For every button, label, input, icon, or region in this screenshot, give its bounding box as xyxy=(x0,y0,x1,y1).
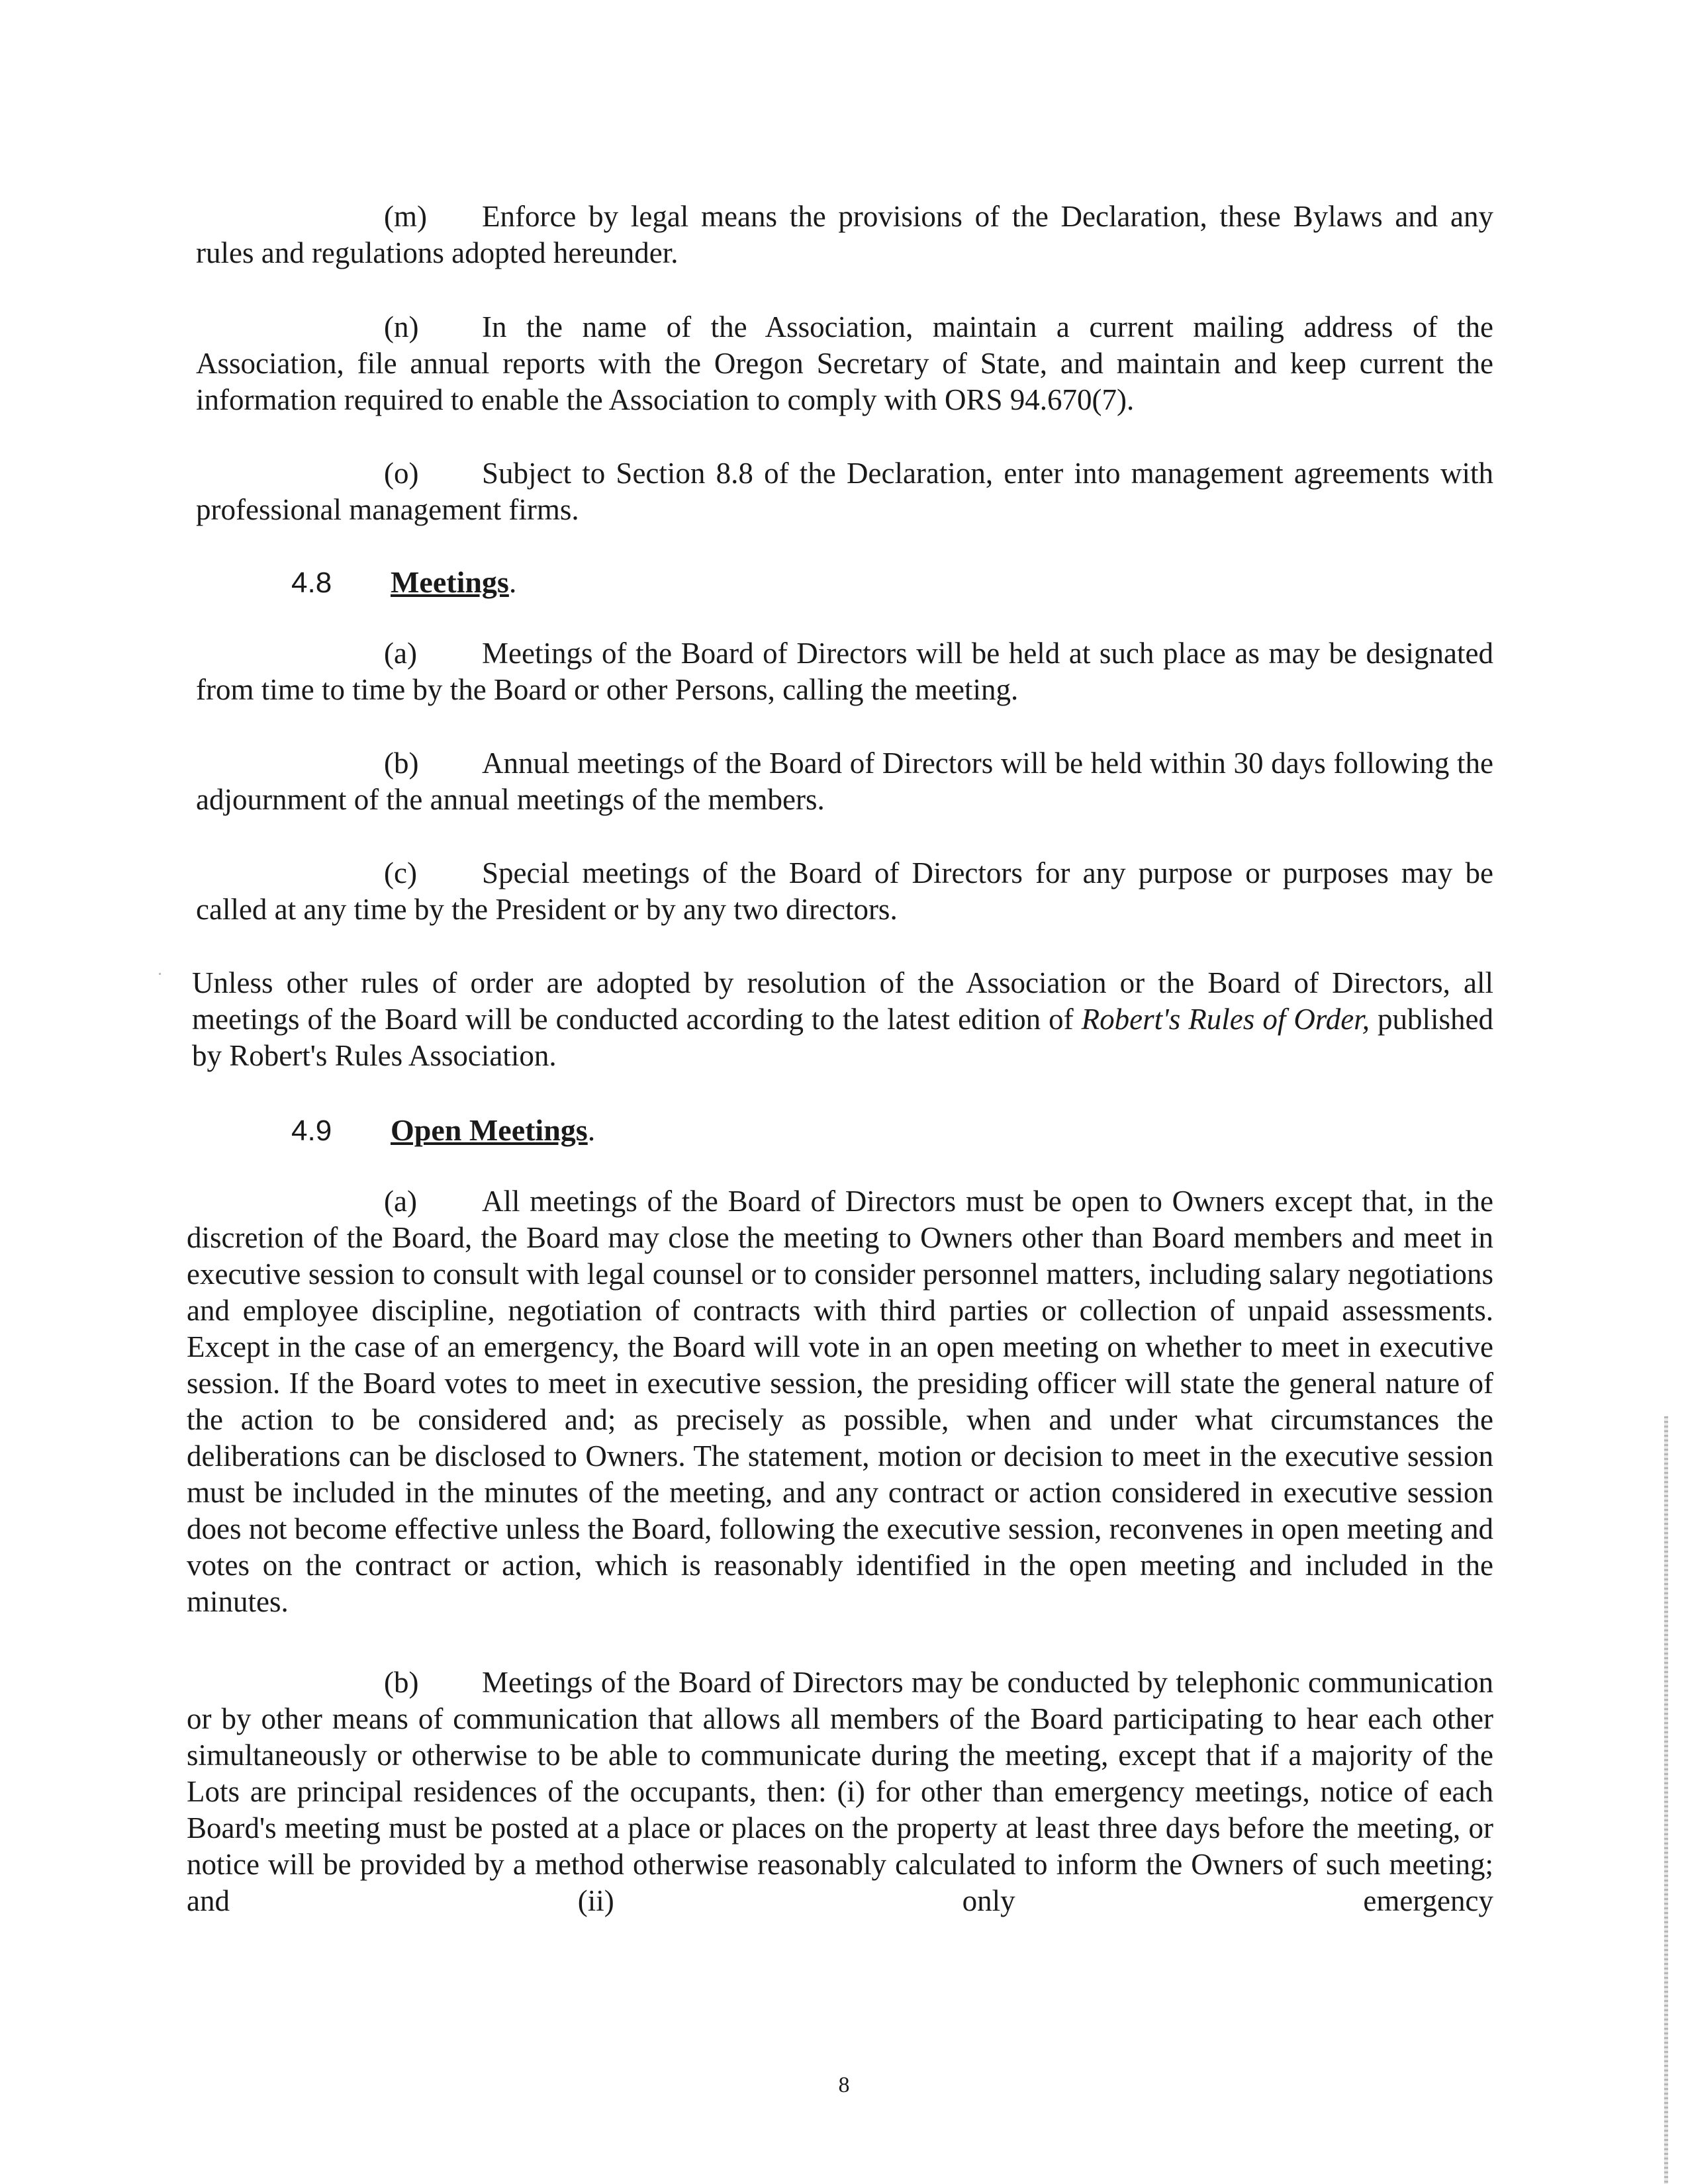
paragraph-4-8-c xyxy=(196,855,1493,928)
paragraph-rules-of-order xyxy=(192,965,1493,1074)
paragraph-4-8-b-text: Annual meetings of the Board of Directors will be held within 30 days following the adjournment of the annual meetings of the members. xyxy=(196,747,1493,816)
paragraph-4-9-a-label: (a) xyxy=(384,1185,417,1218)
paragraph-n-text: In the name of the Association, maintain a current mailing address of the Association, file annual reports with the Oregon Secretary of State, and maintain and keep current the information required to enable the Association to comply with ORS 94.670(7). xyxy=(196,310,1493,416)
section-4-9-number: 4.9 xyxy=(291,1115,332,1147)
paragraph-m-label: (m) xyxy=(384,200,427,233)
rules-text-before: Unless other rules of order are adopted by resolution of the Association or the Board of Directors, all meetings of the Board will be conducted according to the latest edition of xyxy=(192,966,1493,1036)
paragraph-m-text: Enforce by legal means the provisions of the Declaration, these Bylaws and any rules and regulations adopted hereunder. xyxy=(196,200,1493,269)
paragraph-4-9-a xyxy=(187,1183,1493,1620)
scan-dot-artifact xyxy=(159,973,161,975)
paragraph-4-9-b-text: Meetings of the Board of Directors may be conducted by telephonic communication or by other means of communication that allows all members of the Board participating to hear each other simultaneously or otherwise to be able to communicate during the meeting, except that if a majority of the Lots are principal residences of the occupants, then: (i) for other than emergency meetings, notice of each Board's meeting must be posted at a place or places on the property at least three days before the meeting, or notice will be provided by a method otherwise reasonably calculated to inform the Owners of such meeting; and (ii) only emergency xyxy=(187,1666,1493,1917)
paragraph-n xyxy=(196,309,1493,418)
paragraph-4-8-c-label: (c) xyxy=(384,856,417,889)
paragraph-n-label: (n) xyxy=(384,310,419,343)
paragraph-m xyxy=(196,199,1493,271)
rules-text-after: published by Robert's Rules Association. xyxy=(192,1003,1493,1072)
paragraph-o-label: (o) xyxy=(384,457,419,490)
section-4-8-heading xyxy=(291,564,516,601)
scan-edge-artifact xyxy=(1664,1416,1668,2184)
paragraph-4-8-a xyxy=(196,635,1493,708)
section-4-9-title: Open Meetings xyxy=(391,1113,588,1147)
section-4-8-title: Meetings xyxy=(391,565,509,599)
section-4-9-heading xyxy=(291,1112,595,1149)
paragraph-4-8-a-text: Meetings of the Board of Directors will be held at such place as may be designated from time to time by the Board or other Persons, calling the meeting. xyxy=(196,637,1493,706)
section-4-9-suffix: . xyxy=(587,1113,596,1147)
rules-italic-title: Robert's Rules of Order, xyxy=(1081,1003,1370,1036)
paragraph-o-text: Subject to Section 8.8 of the Declaration, enter into management agreements with professional management firms. xyxy=(196,457,1493,526)
page-number: 8 xyxy=(838,2073,850,2097)
paragraph-4-8-b-label: (b) xyxy=(384,747,419,780)
section-4-8-number: 4.8 xyxy=(291,567,332,599)
paragraph-4-9-a-text: All meetings of the Board of Directors must be open to Owners except that, in the discretion of the Board, the Board may close the meeting to Owners other than Board members and meet in executive session to consult with legal counsel or to consider personnel matters, including salary negotiations and employee discipline, negotiation of contracts with third parties or collection of unpaid assessments. Except in the case of an emergency, the Board will vote in an open meeting on whether to meet in executive session. If the Board votes to meet in executive session, the presiding officer will state the general nature of the action to be considered and; as precisely as possible, when and under what circumstances the deliberations can be disclosed to Owners. The statement, motion or decision to meet in the executive session must be included in the minutes of the meeting, and any contract or action considered in executive session does not become effective unless the Board, following the executive session, reconvenes in open meeting and votes on the contract or action, which is reasonably identified in the open meeting and included in the minutes. xyxy=(187,1185,1493,1618)
paragraph-4-9-b-label: (b) xyxy=(384,1666,419,1699)
paragraph-4-8-c-text: Special meetings of the Board of Directors for any purpose or purposes may be called at any time by the President or by any two directors. xyxy=(196,856,1493,926)
section-4-8-suffix: . xyxy=(508,565,517,599)
paragraph-4-9-b xyxy=(187,1664,1493,1919)
paragraph-o xyxy=(196,455,1493,528)
paragraph-4-8-b xyxy=(196,745,1493,818)
paragraph-4-8-a-label: (a) xyxy=(384,637,417,670)
